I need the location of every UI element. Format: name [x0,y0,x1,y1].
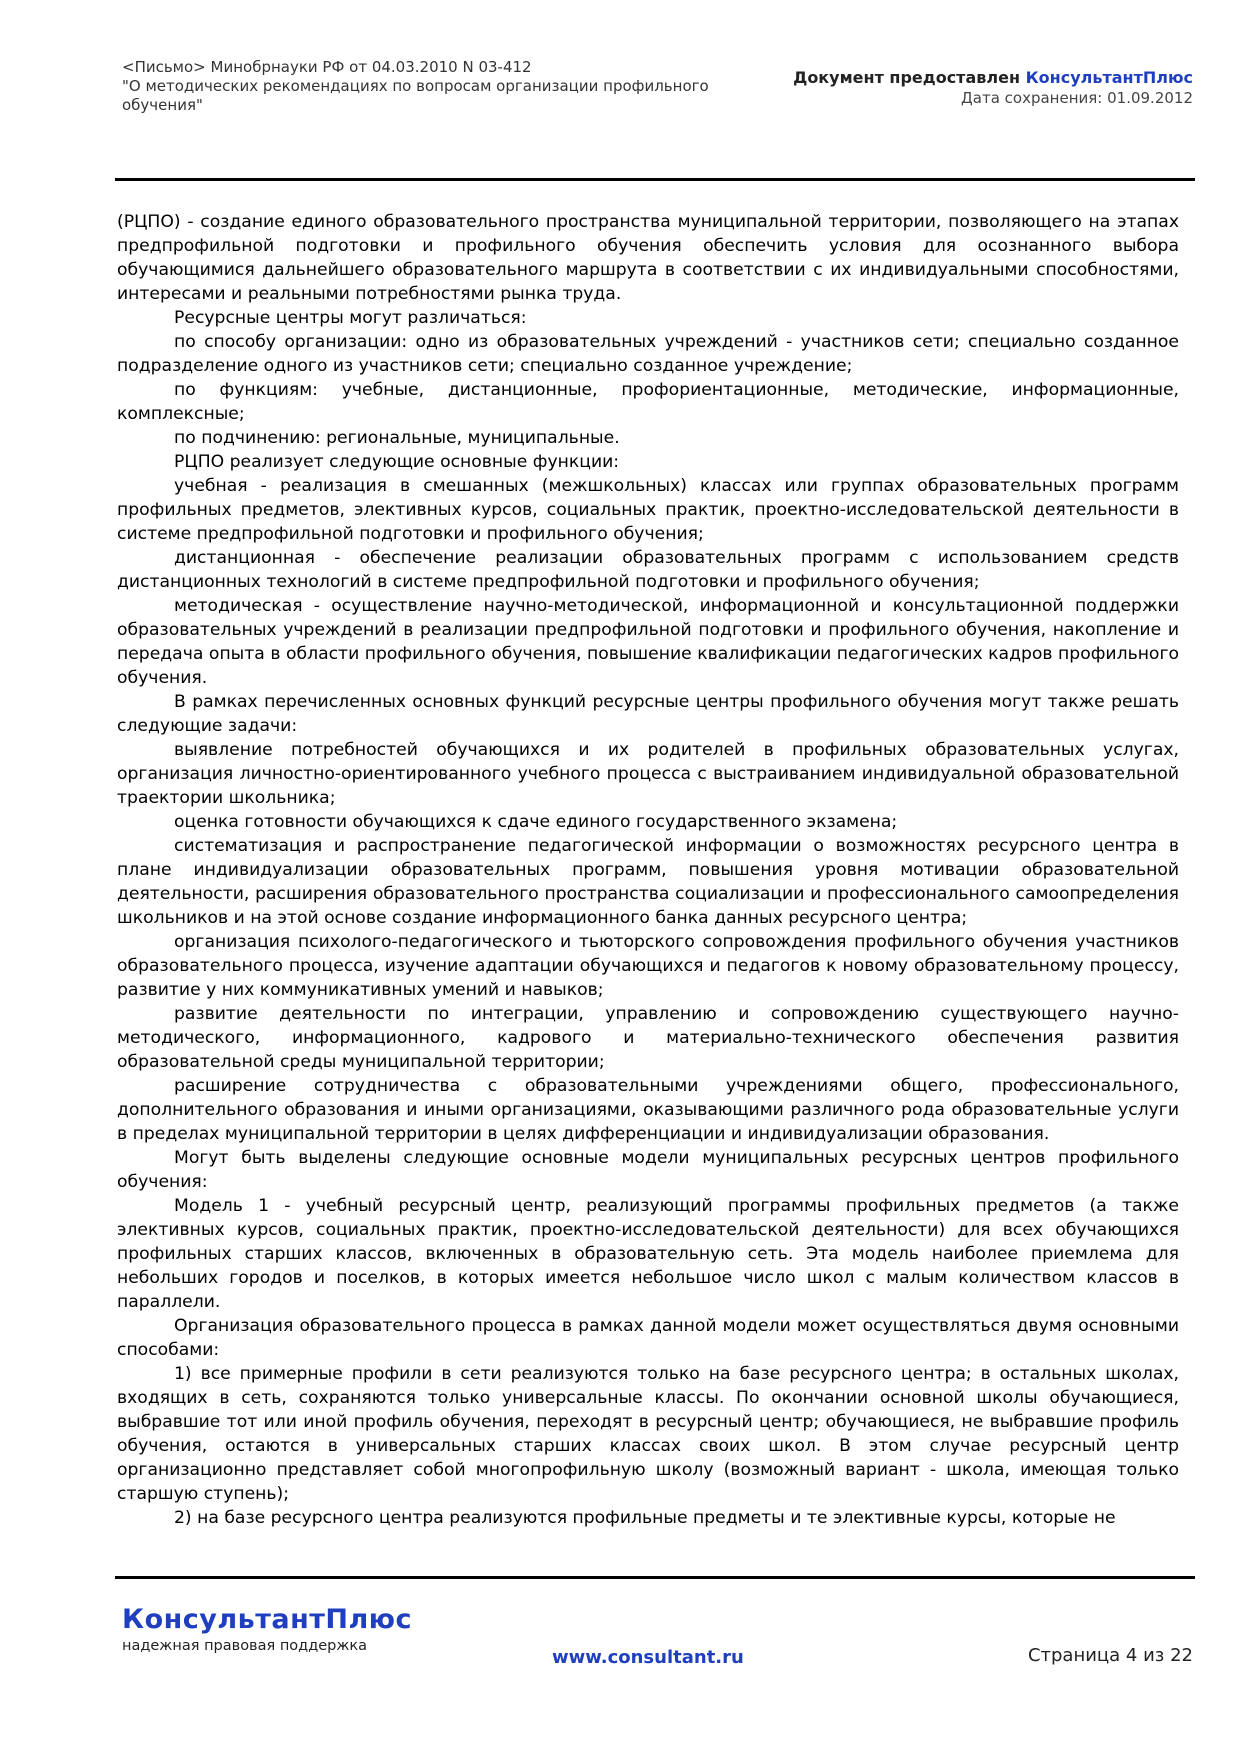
paragraph: оценка готовности обучающихся к сдаче единого государственного экзамена; [174,812,898,832]
paragraph: по способу организации: одно из образовательных учреждений - участников сети; специально созданное подразделение одного из участников сети; специально созданное учреждение; [117,332,1179,376]
paragraph: В рамках перечисленных основных функций ресурсные центры профильного обучения могут также решать следующие задачи: [117,692,1179,736]
brand-tagline: надежная правовая поддержка [122,1638,368,1654]
provided-label: Документ предоставлен [793,68,1020,87]
page-number: Страница 4 из 22 [1027,1645,1193,1666]
paragraph: (РЦПО) - создание единого образовательного пространства муниципальной территории, позволяющего на этапах предпрофильной подготовки и профильного обучения обеспечить условия для осознанного выбора обучающимися дальнейшего образовательного маршрута в соответствии с их индивидуальными способностями, интересами и реальными потребностями рынка труда. [117,212,1179,304]
site-link[interactable]: www.consultant.ru [552,1647,744,1668]
provided-by [793,68,1193,88]
paragraph: Организация образовательного процесса в рамках данной модели может осуществляться двумя основными способами: [117,1316,1179,1360]
paragraph: РЦПО реализует следующие основные функции: [174,452,620,472]
provided-brand-link[interactable]: КонсультантПлюс [1025,68,1193,87]
saved-date: Дата сохранения: 01.09.2012 [961,89,1193,107]
paragraph: 1) все примерные профили в сети реализуются только на базе ресурсного центра; в остальных школах, входящих в сеть, сохраняются только универсальные классы. По окончании основной школы обучающиеся, выбравшие тот или иной профиль обучения, переходят в ресурсный центр; обучающиеся, не выбравшие профиль обучения, остаются в универсальных старших классах своих школ. В этом случае ресурсный центр организационно представляет собой многопрофильную школу (возможный вариант - школа, имеющая только старшую ступень); [117,1364,1179,1504]
paragraph: Ресурсные центры могут различаться: [174,308,527,328]
paragraph: выявление потребностей обучающихся и их родителей в профильных образовательных услугах, организация личностно-ориентированного учебного процесса с выстраиванием индивидуальной образовательной траектории школьника; [117,740,1179,808]
provider-info [793,68,1193,108]
header-divider [115,178,1195,181]
paragraph: дистанционная - обеспечение реализации образовательных программ с использованием средств дистанционных технологий в системе предпрофильной подготовки и профильного обучения; [117,548,1179,592]
paragraph: по подчинению: региональные, муниципальные. [174,428,620,448]
paragraph: организация психолого-педагогического и тьюторского сопровождения профильного обучения участников образовательного процесса, изучение адаптации обучающихся и педагогов к новому образовательному процессу, развитие у них коммуникативных умений и навыков; [117,932,1179,1000]
paragraph: развитие деятельности по интеграции, управлению и сопровождению существующего научно-методического, информационного, кадрового и материально-технического обеспечения развития образовательной среды муниципальной территории; [117,1004,1179,1072]
paragraph: учебная - реализация в смешанных (межшкольных) классах или группах образовательных программ профильных предметов, элективных курсов, социальных практик, проектно-исследовательской деятельности в системе предпрофильной подготовки и профильного обучения; [117,476,1179,544]
footer-logo [122,1604,412,1656]
paragraph: Могут быть выделены следующие основные модели муниципальных ресурсных центров профильного обучения: [117,1148,1179,1192]
brand-name: КонсультантПлюс [122,1604,413,1635]
document-body [117,210,1179,1530]
footer-divider [115,1576,1195,1579]
paragraph: расширение сотрудничества с образовательными учреждениями общего, профессионального, дополнительного образования и иными организациями, оказывающими различного рода образовательные услуги в пределах муниципальной территории в целях дифференциации и индивидуализации образования. [117,1076,1179,1144]
document-title-line-1: <Письмо> Минобрнауки РФ от 04.03.2010 N 03-412 [122,58,532,76]
document-title-line-2: "О методических рекомендациях по вопросам организации профильного [122,77,709,95]
paragraph: методическая - осуществление научно-методической, информационной и консультационной поддержки образовательных учреждений в реализации предпрофильной подготовки и профильного обучения, накопление и передача опыта в области профильного обучения, повышение квалификации педагогических кадров профильного обучения. [117,596,1179,688]
paragraph: Модель 1 - учебный ресурсный центр, реализующий программы профильных предметов (а также элективных курсов, социальных практик, проектно-исследовательской деятельности) для всех обучающихся профильных старших классов, включенных в образовательную сеть. Эта модель наиболее приемлема для небольших городов и поселков, в которых имеется небольшое число школ с малым количеством классов в параллели. [117,1196,1179,1312]
document-title [122,58,742,115]
paragraph: по функциям: учебные, дистанционные, профориентационные, методические, информационные, комплексные; [117,380,1179,424]
paragraph: 2) на базе ресурсного центра реализуются профильные предметы и те элективные курсы, которые не [174,1508,1116,1528]
paragraph: систематизация и распространение педагогической информации о возможностях ресурсного центра в плане индивидуализации образовательных программ, повышения уровня мотивации образовательной деятельности, расширения образовательного пространства социализации и профессионального самоопределения школьников и на этой основе создание информационного банка данных ресурсного центра; [117,836,1179,928]
document-title-line-3: обучения" [122,96,203,114]
